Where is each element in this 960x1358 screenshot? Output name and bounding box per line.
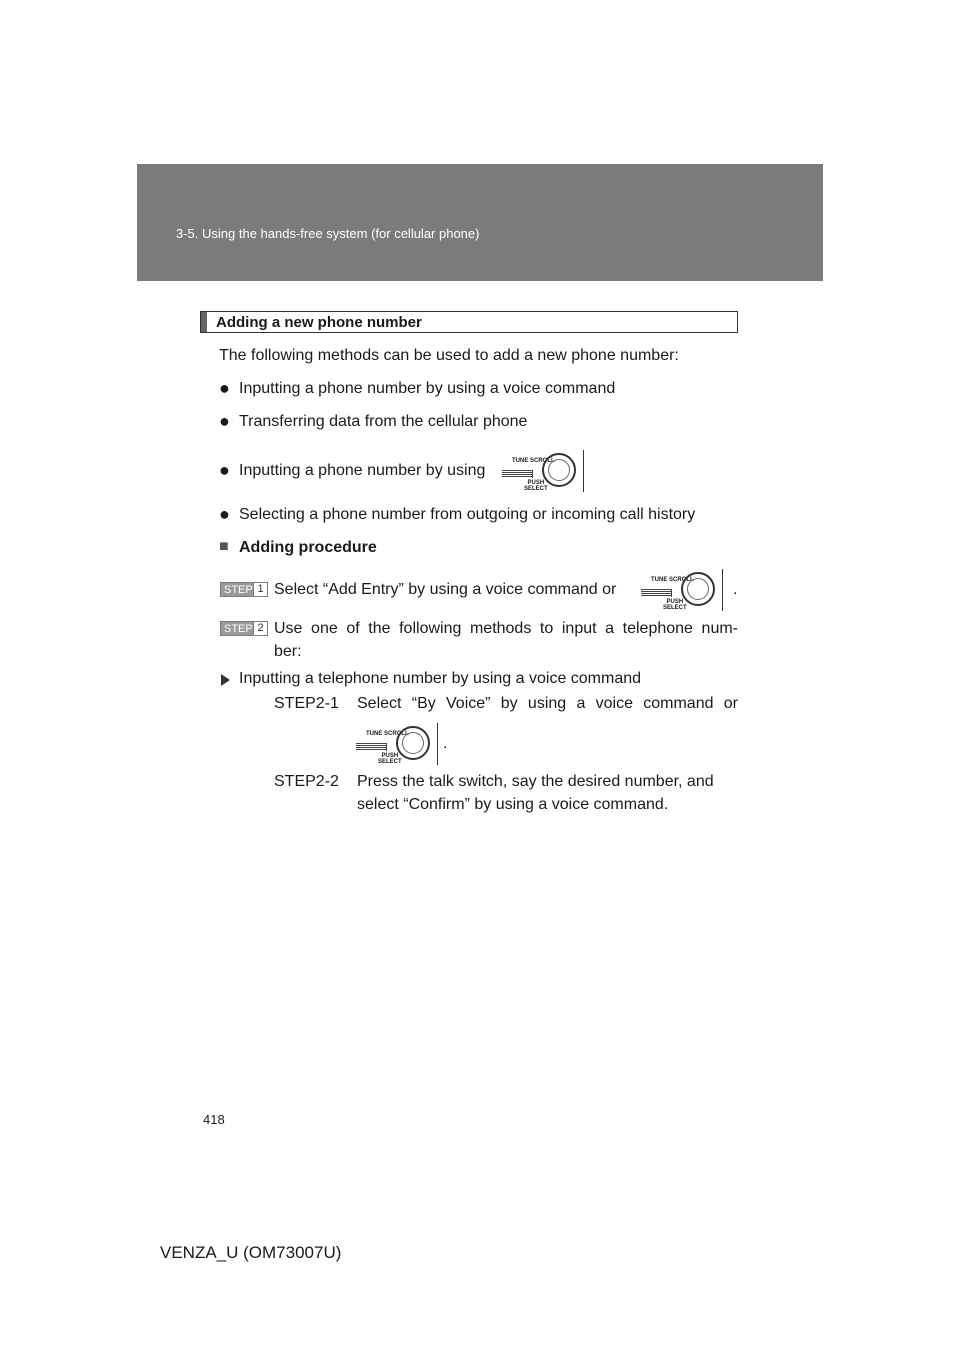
section-header: 3-5. Using the hands-free system (for cellular phone) [176,226,480,241]
page-number: 418 [203,1112,225,1127]
knob-divider [722,569,723,611]
tune-scroll-knob-icon [354,723,438,765]
step2-1-text: Select “By Voice” by using a voice command or [357,695,738,712]
procedure-title: Adding procedure [239,539,377,556]
step2-2-text-line1: Press the talk switch, say the desired number, and [357,773,714,790]
knob-divider [437,723,438,765]
square-bullet-icon: ■ [219,538,229,555]
knob-divider [583,450,584,492]
method-knob: Inputting a phone number by using [239,462,486,479]
knob-push-select-label: PUSH SELECT [524,480,548,492]
section-title-bar [200,311,738,333]
knob-label: TUNE SCROLL [512,458,555,464]
bullet-icon: ● [219,411,230,431]
knob-dial [681,572,715,606]
step2-2-text-line2: select “Confirm” by using a voice command. [357,796,669,813]
knob-grip-lines [502,470,533,478]
bullet-icon: ● [219,504,230,524]
bullet-icon: ● [219,460,230,480]
tune-scroll-knob-icon [639,569,723,611]
knob-grip-lines [641,589,672,597]
knob-label: TUNE SCROLL [651,577,694,583]
step-2-text-line1: Use one of the following methods to input a telephone num- [274,620,738,637]
knob-label: TUNE SCROLL [366,731,409,737]
step2-1-period: . [443,735,448,752]
method-history: Selecting a phone number from outgoing or incoming call history [239,506,696,523]
section-title-marker [201,312,207,332]
step2-1-label: STEP2-1 [274,695,339,712]
step-2-text-line2: ber: [274,643,302,660]
intro-text: The following methods can be used to add a new phone number: [219,347,679,364]
footer-code: VENZA_U (OM73007U) [160,1243,342,1262]
sub-heading-voice: Inputting a telephone number by using a voice command [239,670,642,687]
method-transfer: Transferring data from the cellular phone [239,413,528,430]
method-voice: Inputting a phone number by using a voice command [239,380,616,397]
header-band [137,164,823,281]
knob-push-select-label: PUSH SELECT [663,599,687,611]
step2-2-label: STEP2-2 [274,773,339,790]
section-title: Adding a new phone number [216,314,422,331]
step-2-badge: STEP 2 [220,621,268,636]
knob-dial [542,453,576,487]
step-1-period: . [733,581,738,598]
knob-push-select-label: PUSH SELECT [378,753,402,765]
knob-dial [396,726,430,760]
bullet-icon: ● [219,378,230,398]
step-1-badge: STEP 1 [220,582,268,597]
tune-scroll-knob-icon [500,450,584,492]
triangle-arrow-icon [221,674,230,686]
step-1-text: Select “Add Entry” by using a voice command or [274,581,617,598]
knob-grip-lines [356,743,387,751]
